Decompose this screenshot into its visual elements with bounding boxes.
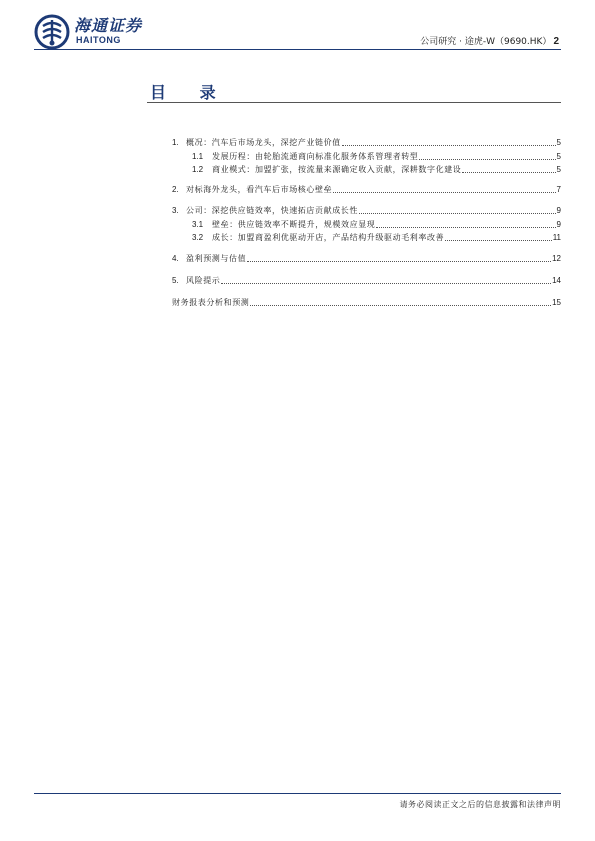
toc-leader-dots	[419, 159, 555, 160]
toc-entry-page: 5	[556, 165, 561, 174]
toc-entry-1-2[interactable]	[192, 163, 561, 175]
haitong-logo-icon	[34, 14, 70, 50]
toc-leader-dots	[250, 305, 551, 306]
toc-entry-text: 壁垒：供应链效率不断提升，规模效应显现	[212, 220, 376, 229]
toc-entry-page: 14	[552, 276, 561, 285]
doc-info-text: 公司研究 · 途虎-W（9690.HK）	[420, 37, 552, 47]
toc-entry-number: 2.	[172, 185, 179, 194]
toc-entry-page: 9	[556, 206, 561, 215]
toc-leader-dots	[376, 227, 555, 228]
toc-entry-number: 5.	[172, 276, 179, 285]
toc-entry-2[interactable]	[172, 183, 561, 195]
toc-leader-dots	[247, 261, 551, 262]
toc-entry-1-1[interactable]	[192, 150, 561, 162]
header-divider	[34, 49, 561, 50]
toc-leader-dots	[445, 240, 551, 241]
toc-entry-text: 风险提示	[186, 276, 221, 285]
toc-entry-page: 11	[552, 233, 561, 242]
toc-leader-dots	[221, 283, 551, 284]
toc-entry-number: 1.1	[192, 152, 204, 161]
header-doc-info	[420, 34, 559, 47]
toc-entry-5[interactable]	[172, 274, 561, 286]
toc-entry-page: 15	[552, 298, 561, 307]
logo-english-text: HAITONG	[76, 35, 121, 45]
logo-chinese-text: 海通证券	[74, 16, 143, 35]
toc-entry-page: 7	[556, 185, 561, 194]
toc-entry-text: 成长：加盟商盈利优驱动开店，产品结构升级驱动毛利率改善	[212, 233, 445, 242]
toc-entry-number: 3.	[172, 206, 179, 215]
toc-entry-page: 9	[556, 220, 561, 229]
toc-entry-number: 1.2	[192, 165, 204, 174]
toc-entry-page: 12	[552, 254, 561, 263]
toc-entry-text: 财务报表分析和预测	[172, 298, 250, 307]
toc-entry-text: 对标海外龙头，看汽车后市场核心壁垒	[186, 185, 333, 194]
toc-entry-text: 发展历程：由轮胎流通商向标准化服务体系管理者转型	[212, 152, 419, 161]
toc-leader-dots	[333, 192, 555, 193]
toc-leader-dots	[462, 172, 555, 173]
toc-entry-1[interactable]	[172, 136, 561, 148]
toc-entry-number: 1.	[172, 138, 179, 147]
toc-title-divider	[147, 102, 561, 103]
header-page-number: 2	[553, 36, 559, 47]
toc-leader-dots	[359, 213, 556, 214]
haitong-logo	[34, 12, 149, 52]
toc-entry-financials[interactable]	[172, 296, 561, 308]
toc-entry-text: 盈利预测与估值	[186, 254, 247, 263]
toc-entry-number: 3.1	[192, 220, 204, 229]
toc-entry-number: 4.	[172, 254, 179, 263]
toc-title: 目 录	[150, 83, 230, 102]
toc-entry-text: 概况：汽车后市场龙头，深挖产业链价值	[186, 138, 341, 147]
toc-entry-page: 5	[556, 138, 561, 147]
footer-divider	[34, 793, 561, 794]
toc-entry-text: 公司：深挖供应链效率，快速拓店贡献成长性	[186, 206, 358, 215]
toc-entry-4[interactable]	[172, 252, 561, 264]
page-header	[0, 0, 595, 60]
toc-entry-3-2[interactable]	[192, 231, 561, 243]
toc-entry-3-1[interactable]	[192, 218, 561, 230]
toc-entry-text: 商业模式：加盟扩张，按流量来源确定收入贡献，深耕数字化建设	[212, 165, 462, 174]
toc-entry-number: 3.2	[192, 233, 204, 242]
toc-leader-dots	[342, 145, 556, 146]
toc-entry-page: 5	[556, 152, 561, 161]
footer-disclaimer: 请务必阅读正文之后的信息披露和法律声明	[399, 800, 561, 809]
toc-entry-3[interactable]	[172, 204, 561, 216]
